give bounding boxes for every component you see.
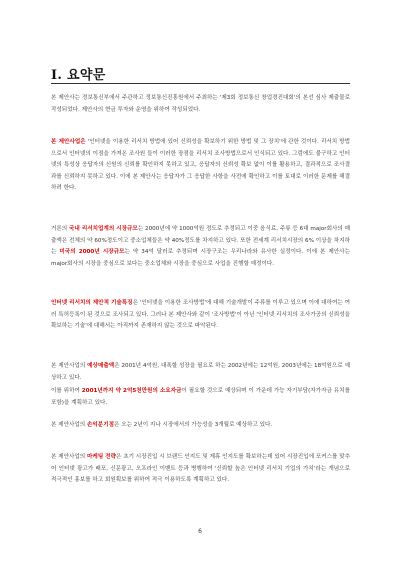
paragraph-text: 는 약 34억 달러로 추정되며 시장구조는 우리나라와 유사한 실정이다. 이에 본 제안사는 major회사의 시장을 중심으로 보다는 중소업체와 시장을 중심으로 사업을 진행할 예정이다. (51, 249, 350, 267)
paragraph-text: 본 제안사는 정보통신부에서 주관하고 정보통신진흥원에서 주최하는 '제3회 정보통신 창업경진대회'의 본선 심사 제출물로 작성되었다. 제안사의 현금 투자와 운영을 위하여 작성되었다. (51, 95, 350, 113)
paragraph-text: 본 제안사업의 (51, 422, 87, 428)
paragraph-business-overview (51, 137, 350, 195)
paragraph-text: 이 필요할 것으로 예상되며 이 가운데 가능 자기부담(자가자금 유치를 포함)을 계획하고 있다. (51, 388, 350, 406)
paragraph-funding (51, 386, 350, 409)
heading-rule (51, 83, 350, 84)
highlighted-term: 인터넷 리서치의 제안적 기술특징 (51, 300, 133, 306)
paragraph-text: 은 2001년 4억원, 대폭할 성장을 필요로 하는 2002년에는 12억원, 2003년에는 18억원으로 예상하고 있다. (51, 363, 351, 381)
paragraph-marketing (51, 452, 350, 487)
section-heading: I. 요약문 (51, 68, 106, 83)
paragraph-text: 은 초기 시장진입 시 브랜드 인지도 및 제휴 인지도를 확보하는데 있어 시장진입에 포커스를 맞추어 인터넷 광고가 배포, 신문광고, 오프라인 이벤트 등과 병행하여 '신뢰할 높은 인터넷 리서치 기업의 가치'라는 개념으로 적극적인 홍보를 하고 회원획보를 위하여 적극 이용하도록 계획하고 있다. (51, 454, 351, 483)
highlighted-term: 국내 리서치업계의 시장규모 (69, 226, 138, 232)
highlighted-term: 본 제안사업은 (51, 139, 86, 145)
paragraph-text: 는 2000년에 약 1000억원 정도로 추정되고 이중 음식료, 주류 등 6대 major회사의 매출액은 전체의 약 60%정도이고 중소업체들은 약 40%정도를 차지하고 있다. 또한 전세계 리서치시장의 6% 이상을 차지하는 (51, 226, 350, 255)
paragraph-market-size (51, 224, 350, 270)
paragraph-text: 은 오는 2년이 지나 시장에서의 가능성을 3개월로 예상하고 있다. (114, 422, 273, 428)
paragraph-revenue (51, 361, 350, 384)
paragraph-technology (51, 298, 350, 333)
paragraph-intro (51, 93, 350, 116)
paragraph-text: 본 제안사업의 (51, 454, 88, 460)
page-number: 6 (198, 528, 202, 535)
paragraph-text: '인터넷을 이용한 리서치 방법에 있어 신뢰성을 확보하기 위한 방법 및 그 장치'에 관한 것이다. 리서치 방법으로서 인터넷의 이점을 가져온 조사원 들이 이러한 장점을 리서치 조사방법으로서 인식되고 있다. 그럼에도 불구하고 인터넷의 특성상 응답자의 신원의 신뢰를 확인하지 못하고 있고, 응답자의 신뢰성 확보 없이 이를 활용하고, 결과적으로 조사결과를 신뢰하지 못하고 있다. 이에 본 제안사는 응답자가 그 응답한 사항을 사전에 확인하고 이를 토대로 이러한 문제를 해결하려 한다. (51, 139, 350, 191)
highlighted-term: 미국의 2000년 시장규모 (59, 249, 125, 255)
highlighted-term: 손익분기점 (86, 422, 115, 428)
paragraph-break-even (51, 420, 350, 432)
paragraph-text: 거론의 (51, 226, 70, 232)
paragraph-text: 은 '인터넷을 이용한 조사방법'에 대해 기술개발이 주류를 이루고 있으며 이에 대하여는 여러 특허등록이 된 것으로 조사되고 있다. 그러나 본 제안사와 같이 '조사방법'이 아닌 '인터넷 리서치의 조사가공의 신뢰성을 확보하는 기술'에 대해서는 아직까지 존재하지 않는 것으로 파악된다. (51, 300, 350, 329)
paragraph-text: 이를 위하여 (51, 388, 82, 394)
highlighted-term: 마케팅 전략 (87, 454, 116, 460)
paragraph-text: 본 제안사업의 (51, 363, 88, 369)
highlighted-term: 예상매출액 (87, 363, 115, 369)
highlighted-term: 2001년까지 약 2억5천만원의 소요자금 (81, 388, 182, 394)
